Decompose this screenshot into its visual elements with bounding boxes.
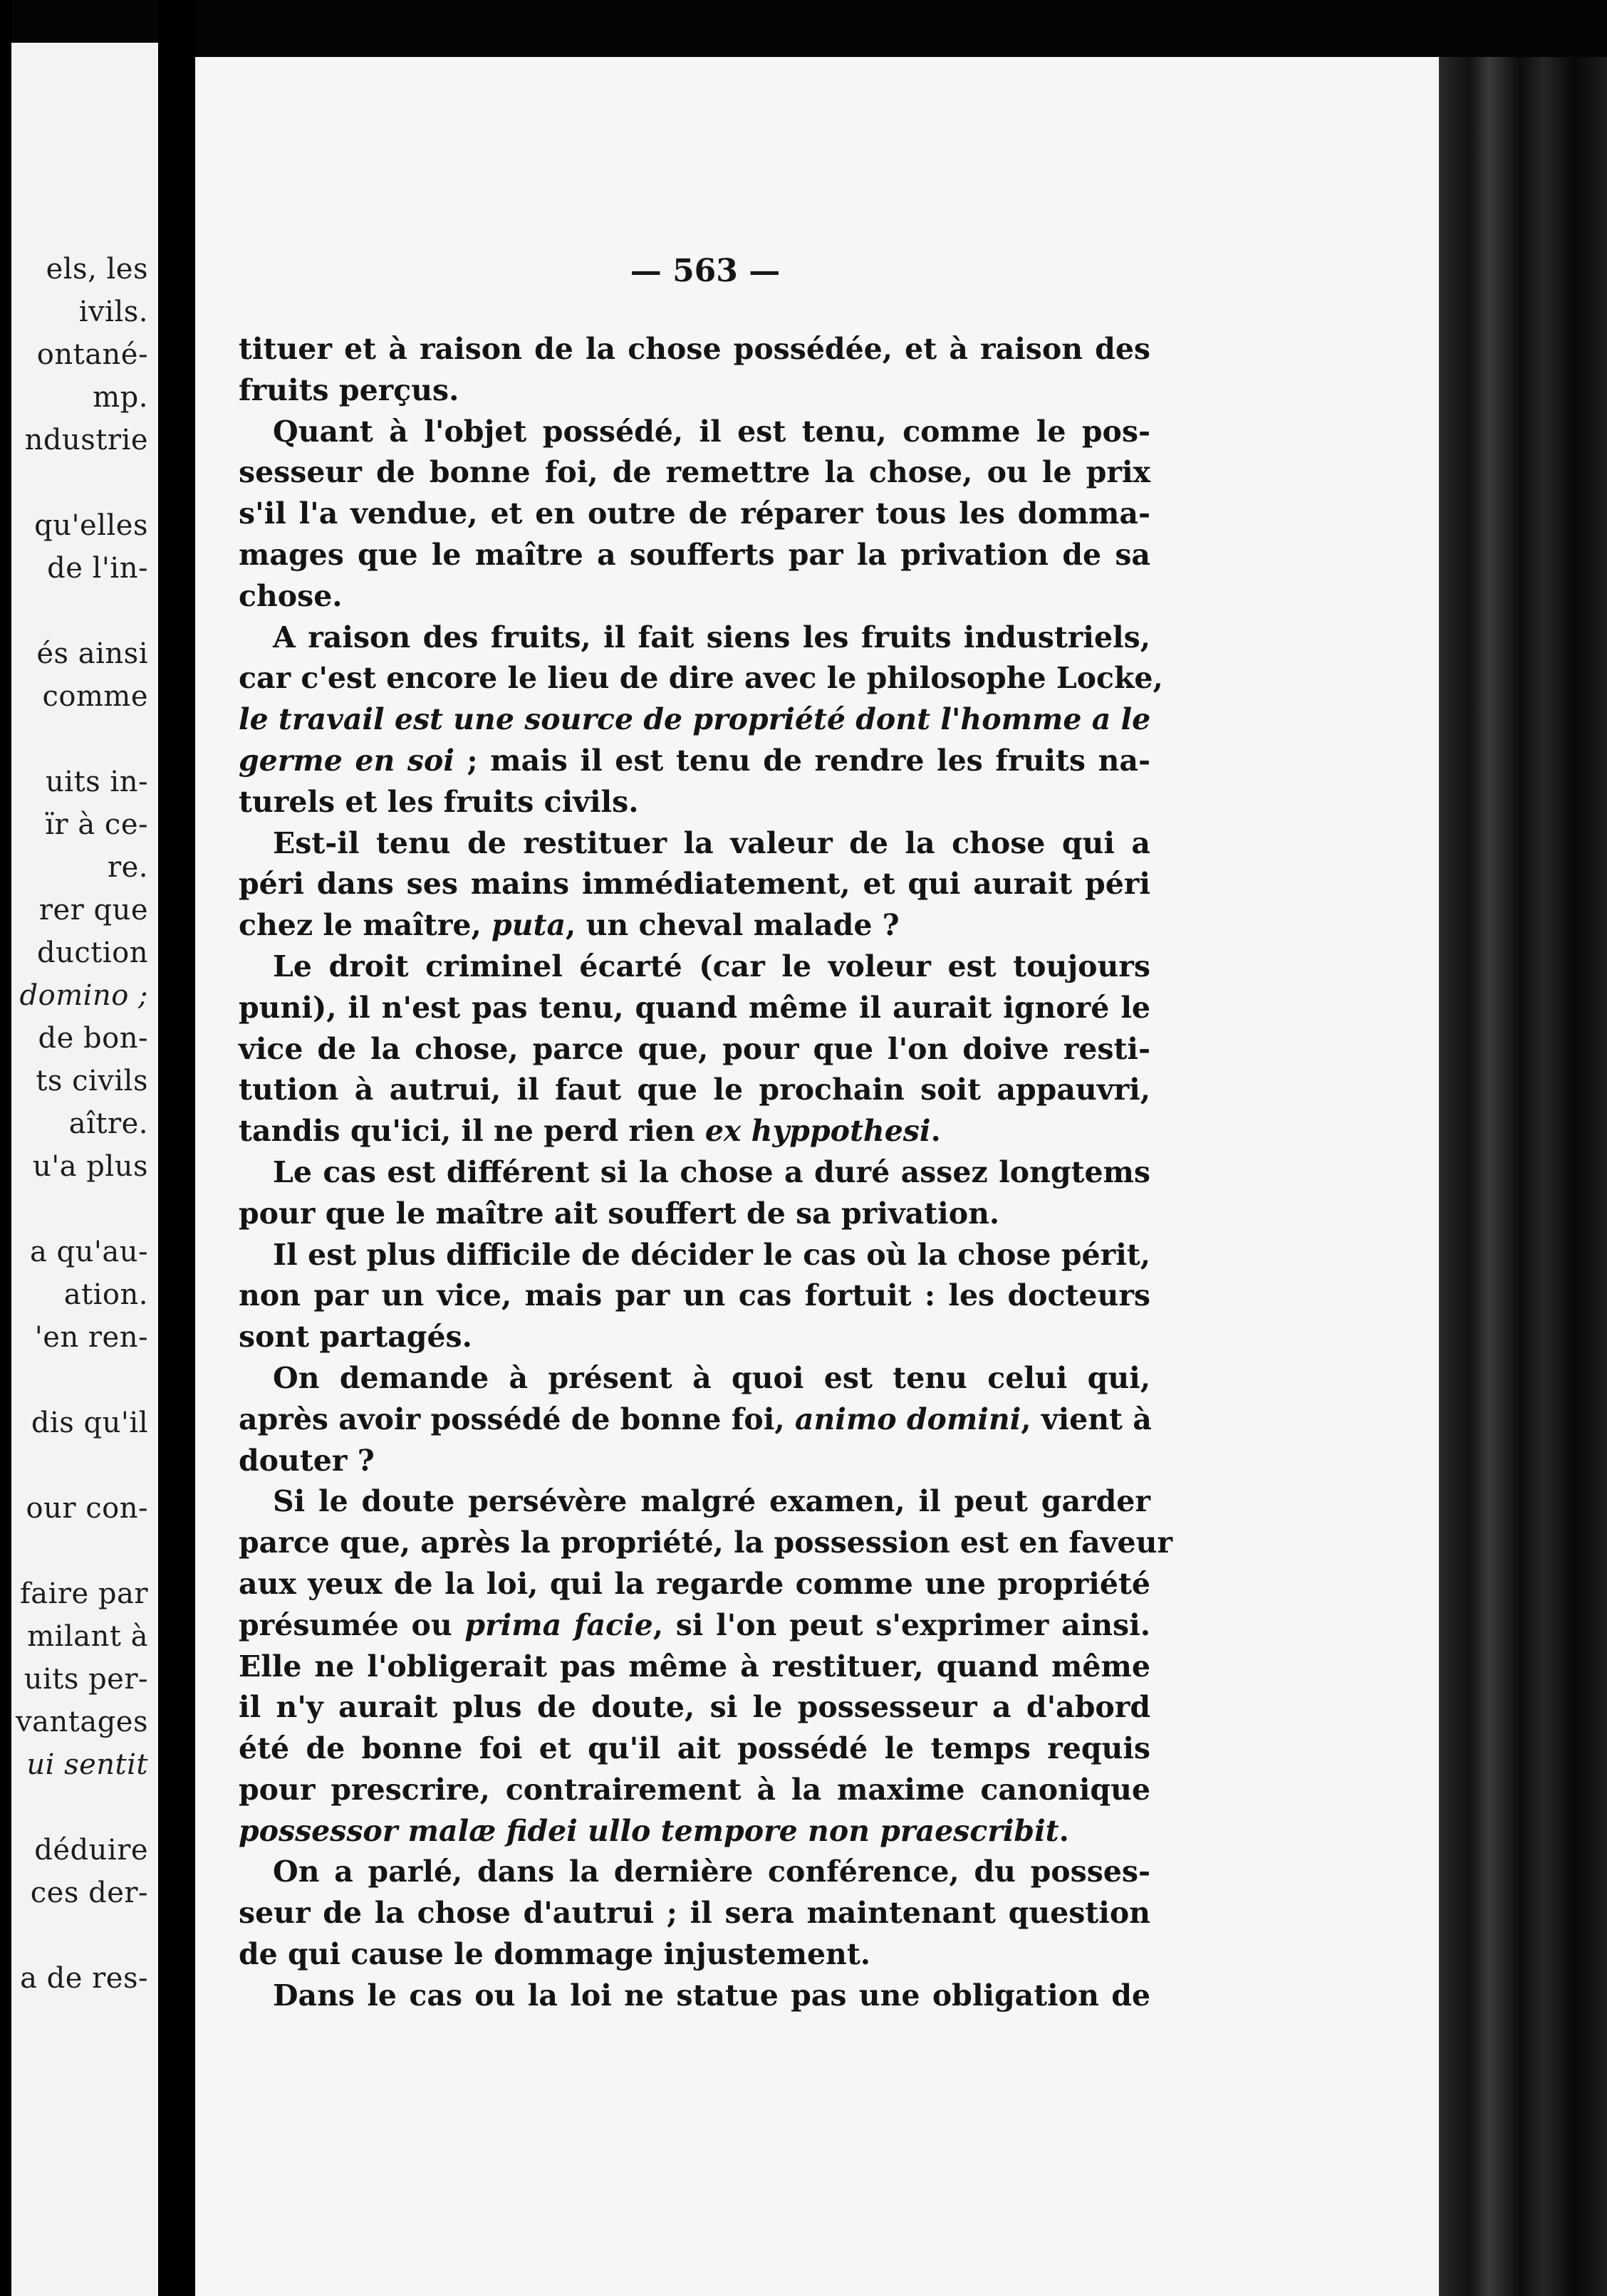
text-run: Dans le cas ou la loi ne statue pas une obligation de [273,1978,1150,2013]
text-run: On demande à présent à quoi est tenu celui qui, [273,1360,1150,1395]
text-line [239,1070,1150,1111]
facing-page-text-fragment: ïr à ce- [45,808,148,841]
text-line [239,1194,1150,1235]
text-run: . [930,1114,941,1149]
text-line [239,1358,1150,1399]
text-run: Quant à l'objet possédé, il est tenu, comme le pos- [273,414,1150,449]
text-line [239,946,1150,988]
text-line [239,1441,1150,1482]
text-run: car c'est encore le lieu de dire avec le philosophe Locke, [239,661,1163,696]
facing-page-text-fragment: ces der- [30,1877,148,1909]
text-run: Le cas est différent si la chose a duré assez longtems [273,1154,1150,1189]
text-run: pour prescrire, contrairement à la maxime canonique [239,1772,1150,1807]
text-run: été de bonne foi et qu'il ait possédé le temps requis [239,1731,1150,1766]
text-line [239,1811,1150,1852]
text-line [239,1029,1150,1070]
text-line [239,1399,1150,1441]
text-run: sesseur de bonne foi, de remettre la chose, ou le prix [239,455,1150,490]
text-run: turels et les fruits civils. [239,784,639,819]
text-run: ; mais il est tenu de rendre les fruits na- [454,743,1150,778]
facing-page-text-fragment: a de res- [20,1962,148,1995]
text-run: péri dans ses mains immédiatement, et qui aurait péri [239,867,1150,902]
text-run: tituer et à raison de la chose possédée, et à raison des [239,332,1150,366]
text-run: après avoir possédé de bonne foi, [239,1402,795,1436]
facing-page-text-fragment: ndustrie [24,424,148,456]
text-line [239,1770,1150,1811]
text-run: , si l'on peut s'exprimer ainsi. [652,1607,1150,1642]
facing-page-text-fragment: faire par [19,1577,148,1610]
text-line [239,1481,1150,1523]
text-run: . [1059,1813,1069,1848]
text-line [239,1275,1150,1317]
text-run: puni), il n'est pas tenu, quand même il aurait ignoré le [239,990,1150,1025]
facing-page-text-fragment: de bon- [38,1022,148,1055]
text-line [239,1647,1150,1688]
italic-text: le travail est une source de propriété dont l'homme a le [239,702,1151,737]
facing-page-text-fragment: ts civils [36,1065,148,1097]
text-run: vice de la chose, parce que, pour que l'on doive resti- [239,1031,1150,1066]
text-run: douter ? [239,1443,375,1478]
text-run: tandis qu'ici, il ne perd rien [239,1114,705,1149]
text-run: sont partagés. [239,1320,472,1355]
text-run: Elle ne l'obligerait pas même à restituer, quand même [239,1649,1150,1684]
text-line [239,741,1150,782]
text-line [239,535,1150,576]
facing-page-text-fragment: comme [42,680,148,713]
text-line [239,1152,1150,1194]
text-line [239,1564,1150,1605]
facing-page-text-fragment: 'en ren- [34,1321,148,1354]
body-text [239,329,1172,2017]
text-run: chose. [239,578,343,613]
text-line [239,1523,1172,1564]
text-run: parce que, après la propriété, la possession est en faveur [239,1525,1172,1560]
text-line [239,1687,1150,1728]
italic-text: prima facie [464,1607,653,1642]
text-line [239,699,1150,741]
text-line [239,494,1150,535]
facing-page-text-fragment: ontané- [36,338,148,371]
text-line [239,864,1150,905]
italic-text: germe en soi [239,743,454,778]
text-run: il n'y aurait plus de doute, si le possesseur a d'abord [239,1690,1150,1725]
text-line [239,1852,1150,1893]
italic-text: animo domini [794,1402,1021,1436]
facing-page-text-fragment: our con- [26,1492,148,1525]
facing-page-text-fragment: aître. [68,1107,148,1140]
text-line [239,329,1150,370]
facing-page-text-fragment: uits per- [24,1663,148,1696]
text-run: Est-il tenu de restituer la valeur de la chose qui a [273,825,1150,860]
facing-page-text-fragment: és ainsi [36,637,148,670]
facing-page-text-fragment: vantages [16,1706,148,1738]
text-line [239,905,1150,946]
text-run: Il est plus difficile de décider le cas où la chose périt, [273,1237,1150,1272]
text-line [239,988,1150,1029]
text-line [239,370,1150,412]
facing-page-text-fragment: duction [37,936,148,969]
text-line [239,412,1150,453]
text-run: présumée ou [239,1607,465,1642]
text-run: Si le doute persévère malgré examen, il peut garder [273,1484,1150,1519]
facing-page-text-fragment: ivils. [78,296,148,328]
text-run: fruits perçus. [239,372,459,407]
text-run: A raison des fruits, il fait siens les fruits industriels, [273,620,1150,654]
text-run: aux yeux de la loi, qui la regarde comme une propriété [239,1566,1150,1601]
text-run: , un cheval malade ? [566,908,900,943]
scan-border [0,0,11,2296]
facing-page-text-fragment: re. [107,851,148,884]
text-line [239,1111,1150,1152]
text-run: mages que le maître a soufferts par la privation de sa [239,537,1150,572]
facing-page-text-fragment: ui sentit [26,1748,148,1781]
text-line [239,1317,1150,1358]
text-run: On a parlé, dans la dernière conférence, du posses- [273,1854,1150,1889]
text-line [239,1728,1150,1770]
facing-page-text-fragment: rer que [38,894,148,927]
facing-page-text-fragment: a qu'au- [29,1236,148,1268]
text-line [239,1893,1150,1934]
text-run: pour que le maître ait souffert de sa privation. [239,1196,1000,1231]
text-line [239,782,1150,823]
text-line [239,1976,1150,2017]
facing-page-text-fragment: qu'elles [34,509,148,542]
text-run: Le droit criminel écarté (car le voleur est toujours [273,949,1150,983]
facing-page-fragment [11,43,158,2296]
italic-text: puta [492,908,566,943]
text-line [239,576,1150,617]
facing-page-text-fragment: ation. [63,1278,148,1311]
facing-page-text-fragment: domino ; [19,979,148,1012]
text-run: s'il l'a vendue, et en outre de réparer tous les domma- [239,496,1150,531]
text-line [239,823,1150,865]
facing-page-text-fragment: milant à [27,1620,148,1653]
book-binding-edge [1439,57,1607,2296]
text-run: seur de la chose d'autrui ; il sera maintenant question [239,1896,1150,1931]
text-line [239,658,1163,699]
text-line [239,617,1150,659]
text-run: non par un vice, mais par un cas fortuit : les docteurs [239,1278,1150,1313]
text-run: chez le maître, [239,908,492,943]
text-line [239,1934,1150,1976]
facing-page-text-fragment: uits in- [46,766,148,798]
text-run: de qui cause le dommage injustement. [239,1937,871,1972]
facing-page-text-fragment: de l'in- [47,552,148,585]
italic-text: possessor malæ fidei ullo tempore non praescribit [239,1813,1059,1848]
facing-page-text-fragment: déduire [34,1834,148,1867]
facing-page-text-fragment: u'a plus [32,1150,148,1183]
facing-page-text-fragment: dis qu'il [31,1407,148,1439]
text-line [239,452,1150,494]
facing-page-text-fragment: els, les [46,253,148,286]
facing-page-text-fragment: mp. [93,381,148,414]
text-line [239,1605,1150,1647]
page-gutter [158,0,195,2296]
text-run: , vient à [1021,1402,1152,1436]
page-number: — 563 — [630,253,781,289]
text-run: tution à autrui, il faut que le prochain soit appauvri, [239,1073,1150,1107]
italic-text: ex hyppothesi [704,1114,931,1149]
text-line [239,1235,1150,1276]
